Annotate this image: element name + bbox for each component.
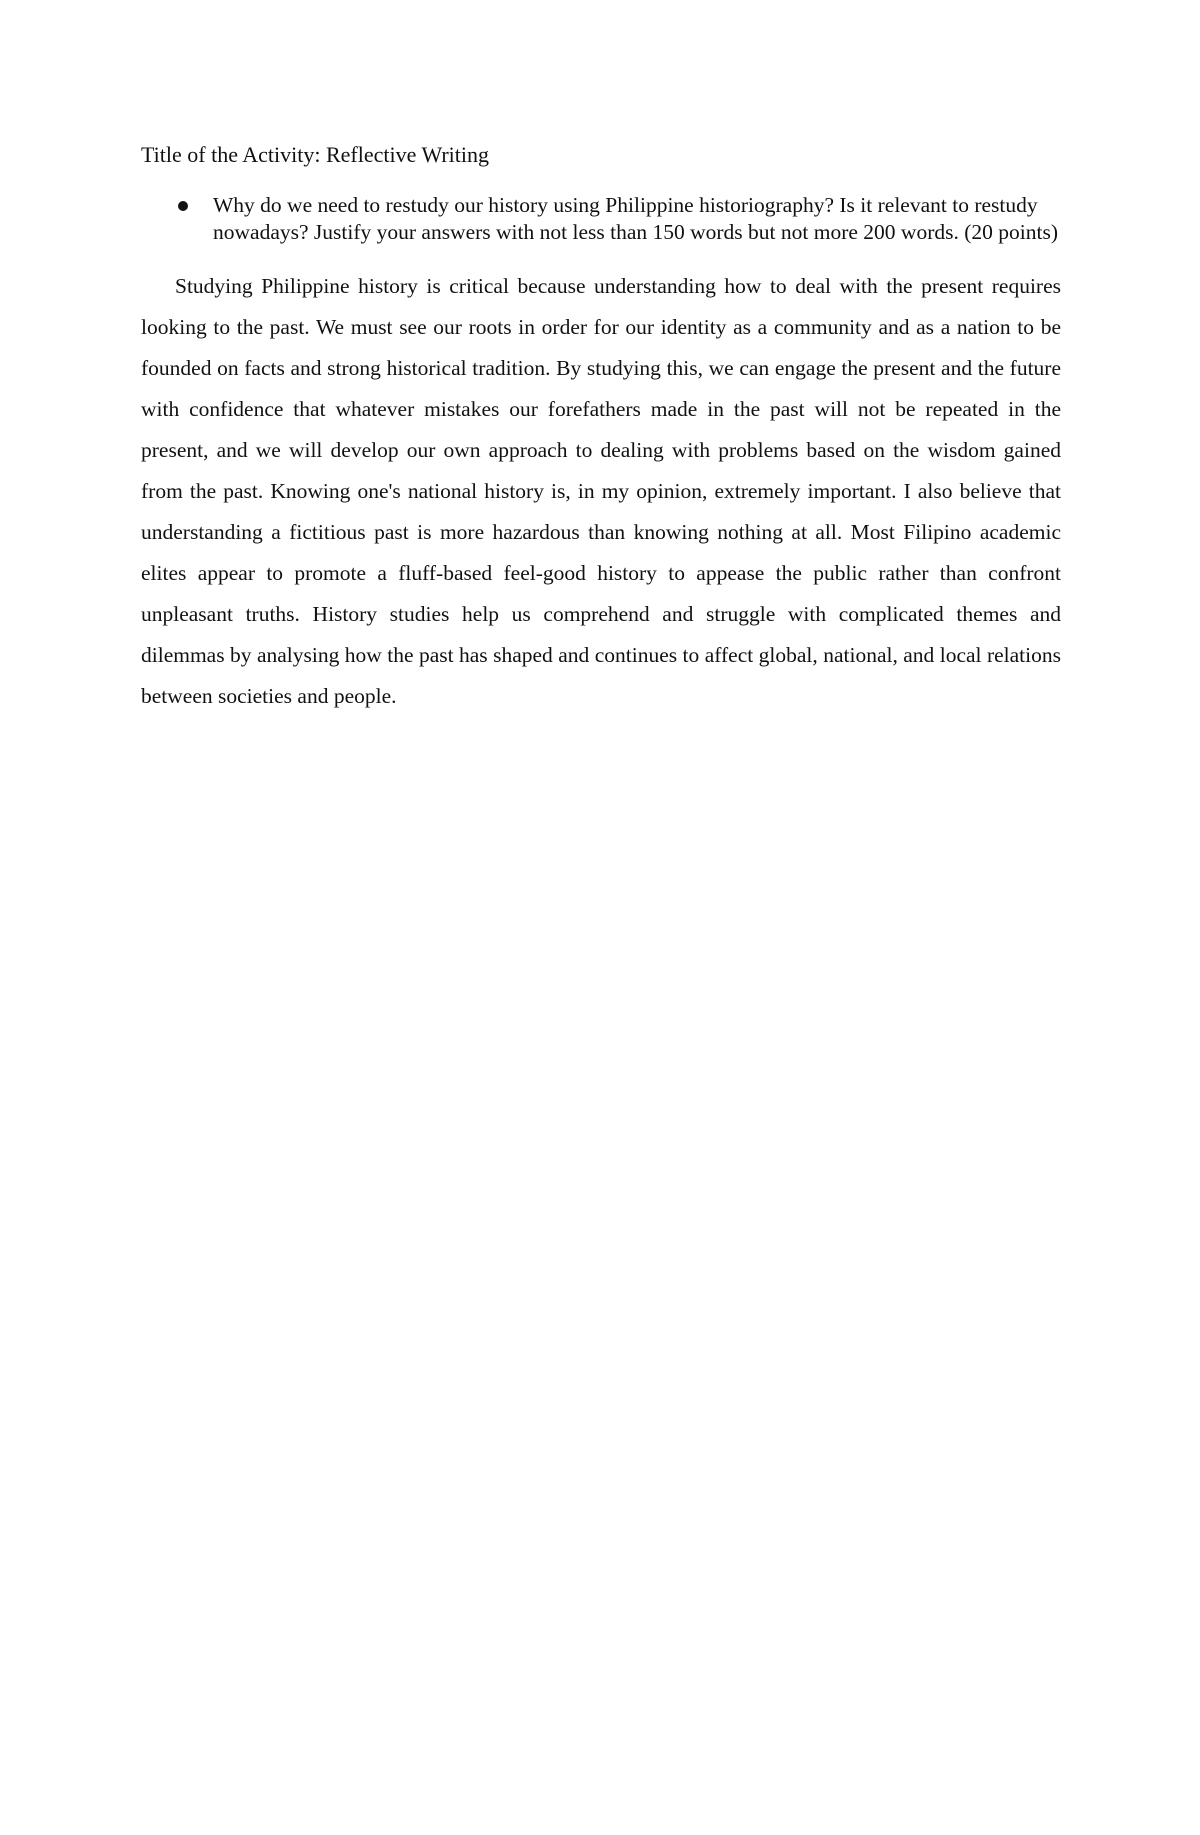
activity-title: Title of the Activity: Reflective Writing xyxy=(141,142,490,167)
question-text: Why do we need to restudy our history using Philippine historiography? Is it relevant to restudy nowadays? Justify your answers with not less than 150 words but not more 200 words. (20 points) xyxy=(213,193,1058,244)
bullet-dot-icon xyxy=(178,201,188,211)
question-list-item xyxy=(141,192,1061,246)
document-content xyxy=(141,140,1061,717)
answer-paragraph: Studying Philippine history is critical because understanding how to deal with the present requires looking to the past. We must see our roots in order for our identity as a community and as a nation to be founded on facts and strong historical tradition. By studying this, we can engage the present and the future with confidence that whatever mistakes our forefathers made in the past will not be repeated in the present, and we will develop our own approach to dealing with problems based on the wisdom gained from the past. Knowing one's national history is, in my opinion, extremely important. I also believe that understanding a fictitious past is more hazardous than knowing nothing at all. Most Filipino academic elites appear to promote a fluff-based feel-good history to appease the public rather than confront unpleasant truths. History studies help us comprehend and struggle with complicated themes and dilemmas by analysing how the past has shaped and continues to affect global, national, and local relations between societies and people. xyxy=(141,274,1061,708)
